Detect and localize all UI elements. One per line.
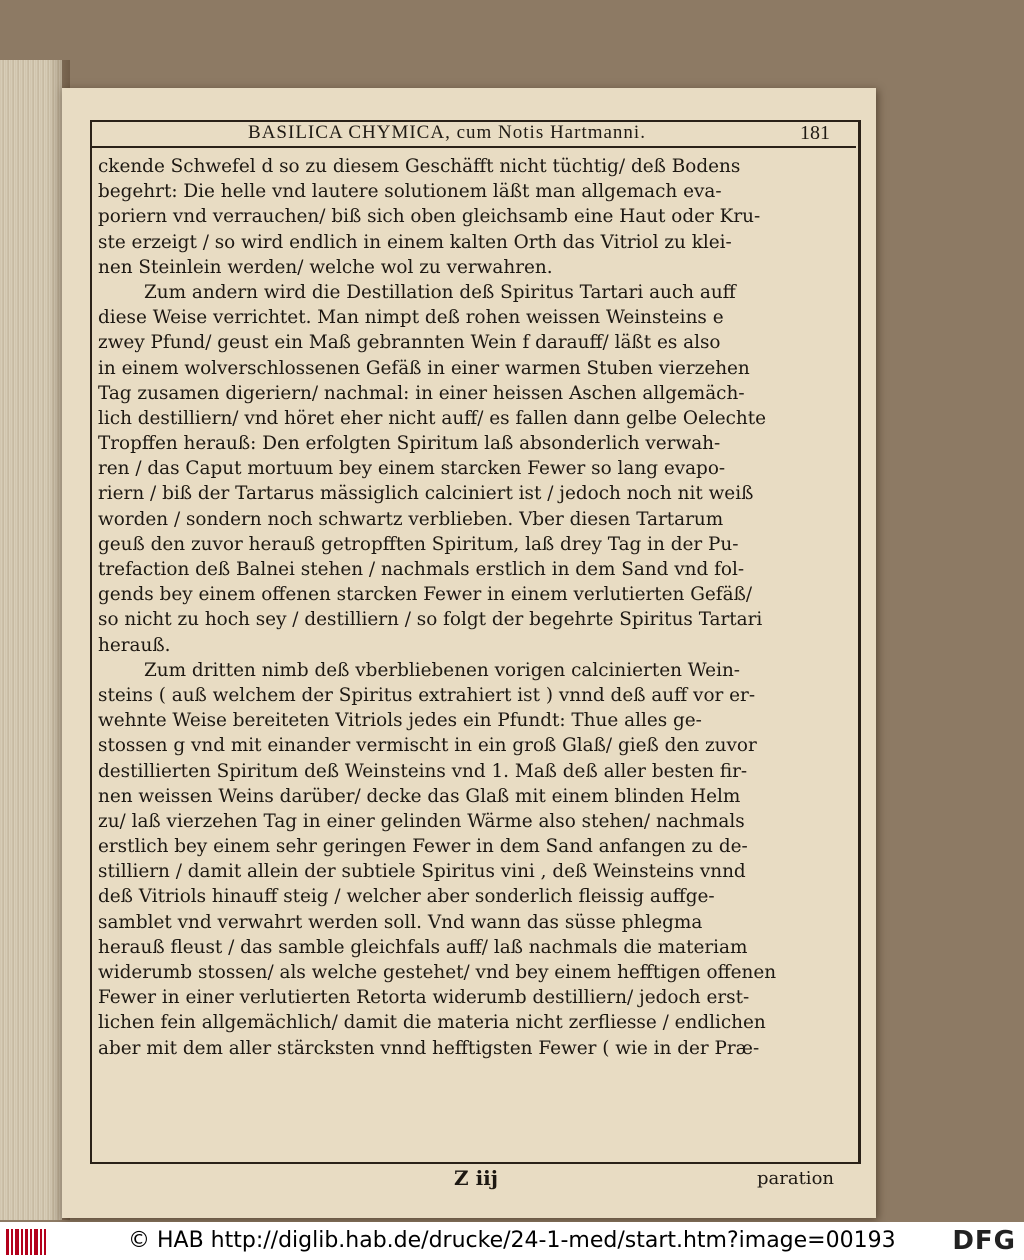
footer-rule <box>90 1162 856 1164</box>
text-line: lich destilliern/ vnd höret eher nicht auff/ es fallen dann gelbe Oelechte <box>98 407 767 429</box>
text-line: zu/ laß vierzehen Tag in einer gelinden Wärme also stehen/ nachmals <box>98 810 745 832</box>
text-line: herauß. <box>98 634 171 656</box>
dfg-logo: DFG <box>952 1226 1016 1256</box>
barcode-icon <box>6 1229 46 1255</box>
text-line: begehrt: Die helle vnd lautere solutionem läßt man allgemach eva- <box>98 181 722 203</box>
text-line: lichen fein allgemächlich/ damit die materia nicht zerfliesse / endlichen <box>98 1012 766 1034</box>
text-line: widerumb stossen/ als welche gestehet/ vnd bey einem hefftigen offenen <box>98 962 777 983</box>
text-line: ren / das Caput mortuum bey einem starcken Fewer so lang evapo- <box>98 458 726 480</box>
signature-mark: Z iij <box>454 1166 498 1190</box>
text-line: zwey Pfund/ geust ein Maß gebrannten Wein f darauff/ läßt es also <box>98 332 721 354</box>
text-line: steins ( auß welchem der Spiritus extrahiert ist ) vnnd deß auff vor er- <box>98 684 756 706</box>
text-line: stilliern / damit allein der subtiele Spiritus vini , deß Weinsteins vnnd <box>98 861 746 883</box>
text-line: wehnte Weise bereiteten Vitriols jedes ein Pfundt: Thue alles ge- <box>98 710 702 732</box>
text-line: erstlich bey einem sehr geringen Fewer in dem Sand anfangen zu de- <box>98 836 748 858</box>
text-line: worden / sondern noch schwartz verblieben. Vber diesen Tartarum <box>98 508 724 530</box>
copyright-link[interactable]: © HAB http://diglib.hab.de/drucke/24-1-med/start.htm?image=00193 <box>128 1228 896 1253</box>
paragraph-start-line: Zum dritten nimb deß vberbliebenen vorigen calcinierten Wein- <box>144 659 741 681</box>
text-line: gends bey einem offenen starcken Fewer in einem verlutierten Gefäß/ <box>98 584 753 606</box>
paragraph-start-line: Zum andern wird die Destillation deß Spiritus Tartari auch auff <box>144 281 736 303</box>
header-rule <box>90 146 856 148</box>
text-line: trefaction deß Balnei stehen / nachmals erstlich in dem Sand vnd fol- <box>98 559 745 580</box>
text-line: poriern vnd verrauchen/ biß sich oben gleichsamb eine Haut oder Kru- <box>98 206 761 228</box>
text-line: deß Vitriols hinauff steig / welcher aber sonderlich fleissig auffge- <box>98 886 715 908</box>
text-line: so nicht zu hoch sey / destilliern / so folgt der begehrte Spiritus Tartari <box>98 609 763 631</box>
text-line: samblet vnd verwahrt werden soll. Vnd wann das süsse phlegma <box>98 911 703 933</box>
text-line: in einem wolverschlossenen Gefäß in einer warmen Stuben vierzehen <box>98 357 750 379</box>
text-line: Tropffen herauß: Den erfolgten Spiritum laß absonderlich verwah- <box>98 433 721 455</box>
page-number: 181 <box>800 122 830 144</box>
text-line: nen weissen Weins darüber/ decke das Glaß mit einem blinden Helm <box>98 785 741 807</box>
text-line: herauß fleust / das samble gleichfals auff/ laß nachmals die materiam <box>98 936 748 958</box>
text-line: diese Weise verrichtet. Man nimpt deß rohen weissen Weinsteins e <box>98 307 724 329</box>
viewer-footer <box>0 1222 1024 1260</box>
text-line: ste erzeigt / so wird endlich in einem kalten Orth das Vitriol zu klei- <box>98 231 732 253</box>
text-line: riern / biß der Tartarus mässiglich calciniert ist / jedoch noch nit weiß <box>98 483 754 505</box>
text-line: nen Steinlein werden/ welche wol zu verwahren. <box>98 256 553 278</box>
text-line: ckende Schwefel d so zu diesem Geschäfft nicht tüchtig/ deß Bodens <box>98 156 741 177</box>
text-line: Fewer in einer verlutierten Retorta widerumb destilliern/ jedoch erst- <box>98 987 750 1009</box>
text-line: destillierten Spiritum deß Weinsteins vnd 1. Maß deß aller besten fir- <box>98 760 748 782</box>
text-line: aber mit dem aller stärcksten vnnd hefftigsten Fewer ( wie in der Præ- <box>98 1037 760 1059</box>
text-line: geuß den zuvor herauß getropfften Spiritum, laß drey Tag in der Pu- <box>98 533 739 555</box>
text-line: stossen g vnd mit einander vermischt in ein groß Glaß/ gieß den zuvor <box>98 735 757 757</box>
book-page <box>62 88 876 1218</box>
body-text <box>98 154 853 1061</box>
running-head: BASILICA CHYMICA, cum Notis Hartmanni. <box>248 122 646 143</box>
text-line: Tag zusamen digeriern/ nachmal: in einer heissen Aschen allgemäch- <box>98 382 745 404</box>
catchword: paration <box>756 1168 834 1189</box>
